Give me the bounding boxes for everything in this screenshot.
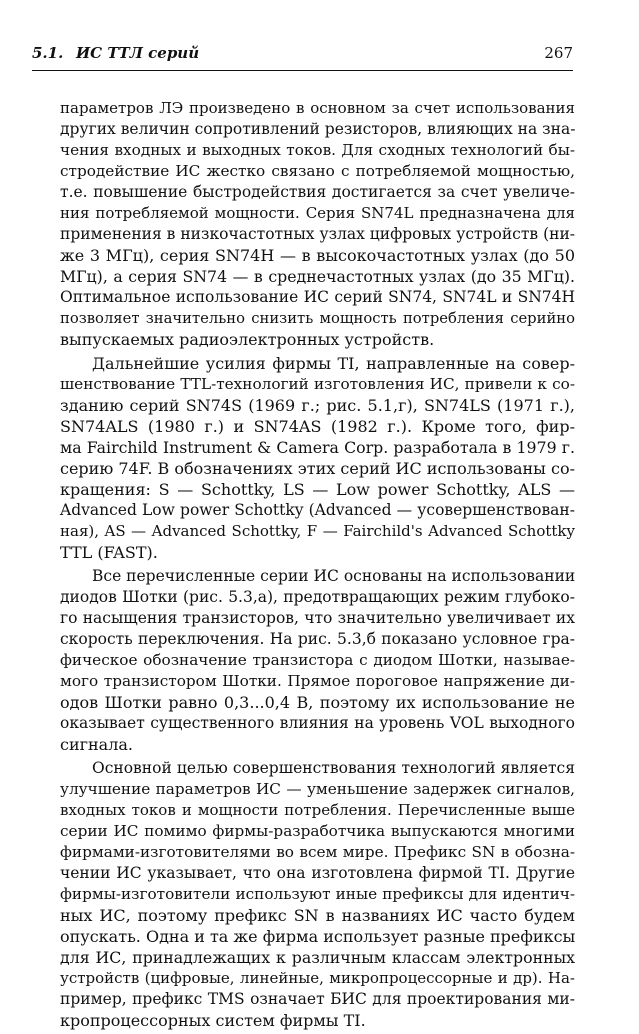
section-number: 5.1. [32,44,64,62]
text-line: ния потребляемой мощности. Серия SN74L предназначена для [60,204,575,222]
text-line: для ИС, принадлежащих к различным классам электронных [60,948,575,967]
text-line: МГц), а серия SN74 — в среднечастотных узлах (до 35 МГц). [60,267,575,286]
text-line: кропроцессорных систем фирмы TI. [60,1011,366,1030]
text-line: других величин сопротивлений резисторов, влияющих на зна- [60,120,576,138]
text-line: зданию серий SN74S (1969 г.; рис. 5.1,г), SN74LS (1971 г.), [60,396,575,415]
text-line: серии ИС помимо фирмы-разработчика выпускаются многими [60,822,575,840]
text-line: ная), AS — Advanced Schottky, F — Fairchild's Advanced Schottky [60,522,575,540]
text-line: чения входных и выходных токов. Для сходных технологий бы- [60,141,575,159]
text-line: ма Fairchild Instrument & Camera Corp. разработала в 1979 г. [60,438,575,457]
text-line: входных токов и мощности потребления. Перечисленные выше [60,801,575,819]
text-line: же 3 МГц), серия SN74H — в высокочастотных узлах (до 50 [60,246,575,265]
text-line: Основной целью совершенствования технологий является [92,759,575,777]
text-line: серию 74F. В обозначениях этих серий ИС использованы со- [60,459,575,478]
paragraph-3 [60,566,575,755]
text-line: Оптимальное использование ИС серий SN74, SN74L и SN74H [60,288,575,306]
text-line: позволяет значительно снизить мощность потребления серийно [60,310,575,327]
text-line: Дальнейшие усилия фирмы TI, направленные на совер- [92,354,575,373]
text-line: фическое обозначение транзистора с диодом Шотки, называе- [60,651,575,669]
text-line: TTL (FAST). [60,543,158,562]
text-line: оказывает существенного влияния на уровень VOL выходного [60,714,575,732]
text-line: стродействие ИС жестко связано с потребляемой мощностью, [60,162,575,180]
page-number: 267 [544,44,573,62]
text-line: параметров ЛЭ произведено в основном за счет использования [60,99,575,117]
text-line: применения в низкочастотных узлах цифровых устройств (ни- [60,225,576,243]
running-header [32,44,573,66]
text-line: выпускаемых радиоэлектронных устройств. [60,330,435,349]
text-line: фирмами-изготовителями во всем мире. Префикс SN в обозна- [60,843,575,861]
paragraph-4 [60,758,575,1031]
text-line: т.е. повышение быстродействия достигается за счет увеличе- [60,183,575,201]
text-line: Все перечисленные серии ИС основаны на использовании [92,567,576,585]
text-line: кращения: S — Schottky, LS — Low power Schottky, ALS — [60,480,575,499]
text-line: одов Шотки равно 0,3...0,4 В, поэтому их использование не [60,693,575,712]
text-line: мого транзистором Шотки. Прямое пороговое напряжение ди- [60,672,575,690]
text-line: скорость переключения. На рис. 5.3,б показано условное гра- [60,630,575,648]
text-line: ных ИС, поэтому префикс SN в названиях ИС часто будем [60,906,575,925]
text-line: сигнала. [60,735,133,754]
text-line: шенствование TTL-технологий изготовления ИС, привели к со- [60,375,575,393]
text-line: диодов Шотки (рис. 5.3,а), предотвращающих режим глубоко- [60,588,575,606]
text-line: SN74ALS (1980 г.) и SN74AS (1982 г.). Кроме того, фир- [60,417,575,436]
body-text [60,98,575,1034]
paragraph-2 [60,353,575,563]
section-title: ИС ТТЛ серий [76,44,200,62]
header-rule [32,70,573,71]
text-line: Advanced Low power Schottky (Advanced — усовершенствован- [60,501,575,519]
text-line: улучшение параметров ИС — уменьшение задержек сигналов, [60,780,575,798]
text-line: чении ИС указывает, что она изготовлена фирмой TI. Другие [60,864,575,882]
text-line: фирмы-изготовители используют иные префиксы для идентич- [60,885,575,903]
text-line: пример, префикс TMS означает БИС для проектирования ми- [60,990,575,1008]
text-line: устройств (цифровые, линейные, микропроцессорные и др). На- [60,969,575,987]
paragraph-1 [60,98,575,350]
text-line: опускать. Одна и та же фирма использует разные префиксы [60,927,576,946]
text-line: го насыщения транзисторов, что значительно увеличивает их [60,609,575,627]
